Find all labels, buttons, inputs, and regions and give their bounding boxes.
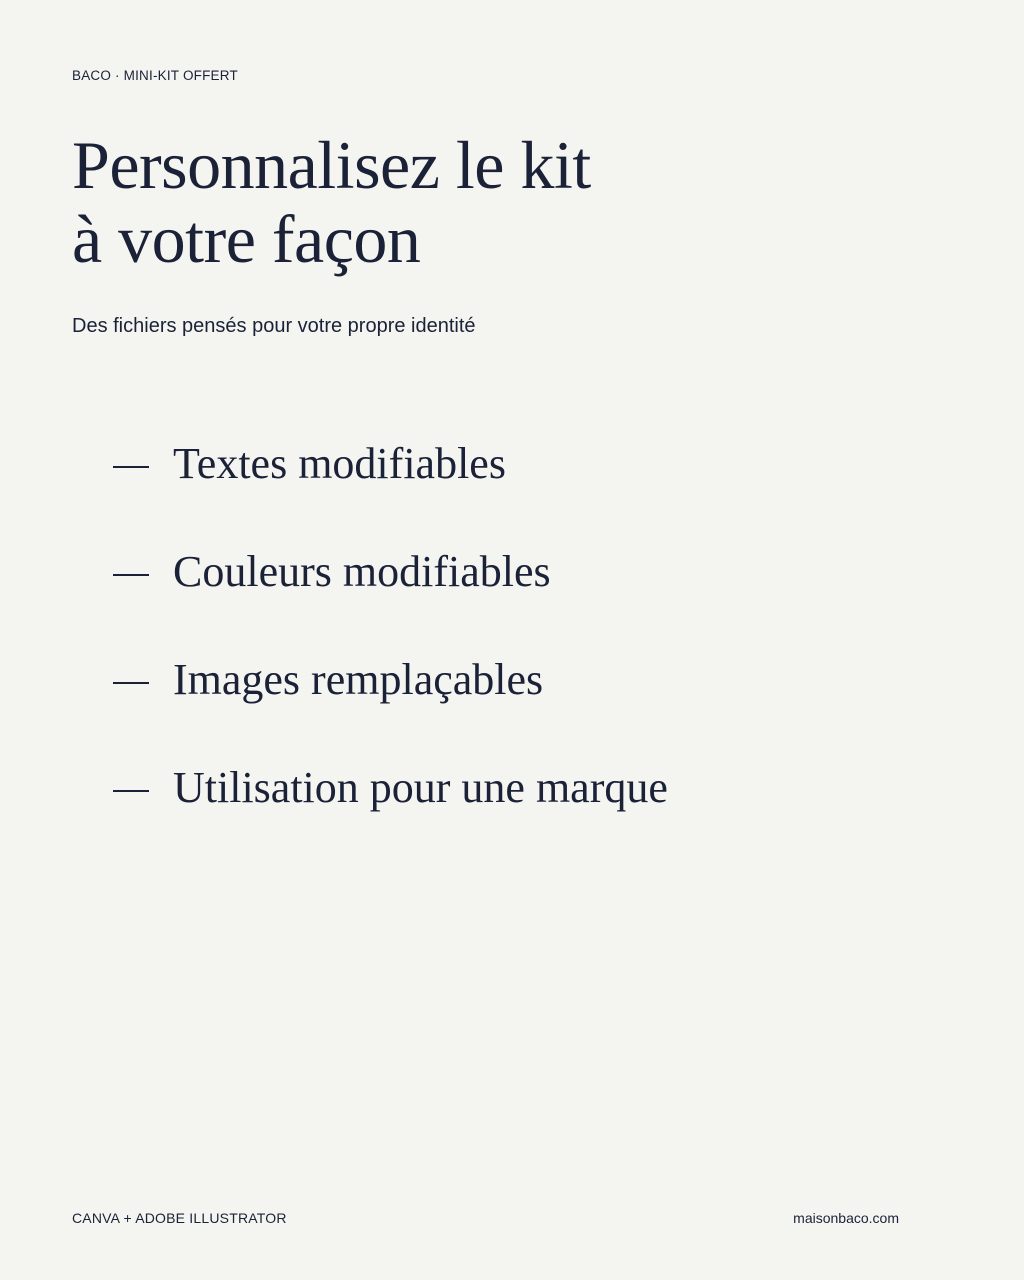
em-dash-icon [113, 574, 149, 576]
feature-item-brand-use [113, 757, 668, 819]
em-dash-icon [113, 466, 149, 468]
eyebrow-label: BACO · MINI-KIT OFFERT [72, 68, 238, 83]
footer-website-link[interactable]: maisonbaco.com [793, 1210, 899, 1226]
title-line-1: Personnalisez le kit [72, 127, 591, 203]
feature-label: Textes modifiables [173, 439, 506, 488]
feature-item-colors [113, 541, 668, 603]
footer-tools-label: CANVA + ADOBE ILLUSTRATOR [72, 1210, 287, 1226]
feature-label: Couleurs modifiables [173, 547, 551, 596]
em-dash-icon [113, 682, 149, 684]
page-title [72, 128, 591, 276]
em-dash-icon [113, 790, 149, 792]
feature-label: Images remplaçables [173, 655, 544, 704]
subtitle: Des fichiers pensés pour votre propre identité [72, 315, 476, 337]
title-line-2: à votre façon [72, 201, 421, 277]
feature-item-images [113, 649, 668, 711]
feature-list [113, 433, 668, 865]
feature-item-texts [113, 433, 668, 495]
feature-label: Utilisation pour une marque [173, 763, 668, 812]
